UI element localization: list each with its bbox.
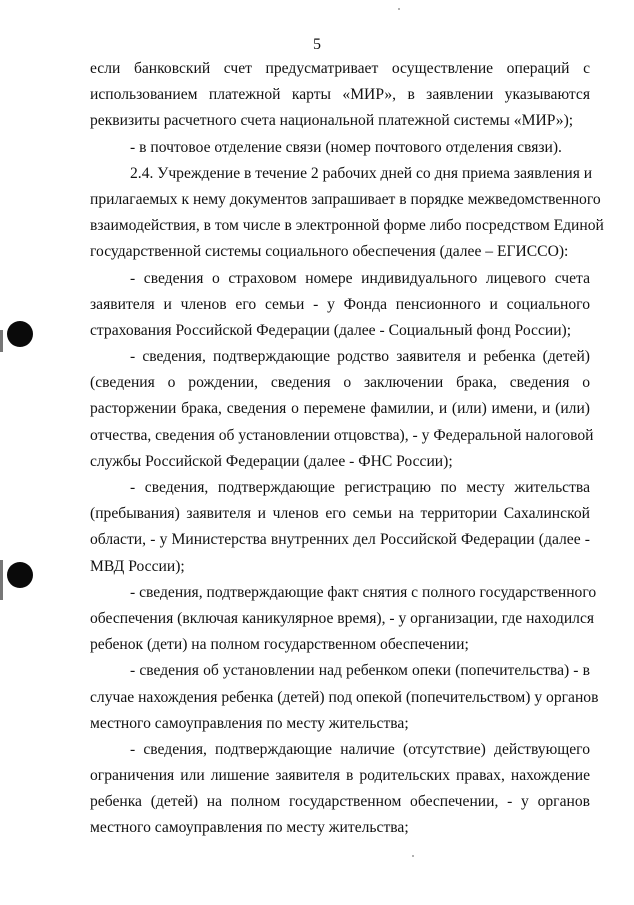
text-line: обеспечения (включая каникулярное время), - у организации, где находился (90, 609, 595, 627)
scan-edge-mark (0, 560, 3, 600)
text-line: (сведения о рождении, сведения о заключении брака, сведения о (90, 374, 590, 392)
text-line: области, - у Министерства внутренних дел Российской Федерации (далее - (90, 531, 590, 549)
text-line: - сведения о страховом номере индивидуального лицевого счета (130, 269, 590, 287)
text-line: взаимодействия, в том числе в электронной форме либо посредством Единой (90, 217, 604, 235)
text-line: расторжении брака, сведения о перемене фамилии, и (или) имени, и (или) (90, 400, 590, 418)
text-line: местного самоуправления по месту жительства; (90, 819, 409, 837)
page-number: 5 (313, 36, 321, 53)
text-line: службы Российской Федерации (далее - ФНС России); (90, 452, 453, 470)
text-line: - сведения, подтверждающие факт снятия с полного государственного (130, 583, 597, 601)
text-line: если банковский счет предусматривает осуществление операций с (90, 60, 590, 77)
text-line: (пребывания) заявителя и членов его семьи на территории Сахалинской (90, 505, 590, 523)
punch-hole (7, 562, 33, 588)
text-line: - сведения, подтверждающие наличие (отсутствие) действующего (130, 740, 590, 758)
scan-speck (398, 8, 400, 10)
text-line: ребенок (дети) на полном государственном обеспечении; (90, 636, 469, 654)
document-body (90, 56, 604, 842)
scan-edge-mark (0, 330, 3, 352)
text-line: - сведения, подтверждающие родство заявителя и ребенка (детей) (130, 348, 590, 366)
text-line: отчества, сведения об установлении отцовства), - у Федеральной налоговой (90, 426, 594, 444)
text-line: местного самоуправления по месту жительства; (90, 714, 409, 732)
text-line: - в почтовое отделение связи (номер почтового отделения связи). (130, 138, 562, 156)
text-line: использованием платежной карты «МИР», в заявлении указываются (90, 86, 590, 104)
text-line: - сведения об установлении над ребенком опеки (попечительства) - в (130, 662, 590, 680)
text-line: ограничения или лишение заявителя в родительских правах, нахождение (90, 767, 590, 785)
text-line: страхования Российской Федерации (далее - Социальный фонд России); (90, 321, 572, 339)
text-line: государственной системы социального обеспечения (далее – ЕГИССО): (90, 243, 569, 261)
text-line: заявителя и членов его семьи - у Фонда пенсионного и социального (90, 295, 590, 313)
text-line: МВД России); (90, 557, 185, 575)
text-line: ребенка (детей) на полном государственном обеспечении, - у органов (90, 793, 590, 811)
text-line: - сведения, подтверждающие регистрацию по месту жительства (130, 479, 590, 496)
text-line: прилагаемых к нему документов запрашивает в порядке межведомственного (90, 190, 601, 208)
scan-speck (412, 855, 414, 857)
text-line: реквизиты расчетного счета национальной платежной системы «МИР»); (90, 112, 574, 130)
punch-hole (7, 321, 33, 347)
text-line: 2.4. Учреждение в течение 2 рабочих дней со дня приема заявления и (130, 164, 593, 182)
text-line: случае нахождения ребенка (детей) под опекой (попечительством) у органов (90, 688, 599, 706)
